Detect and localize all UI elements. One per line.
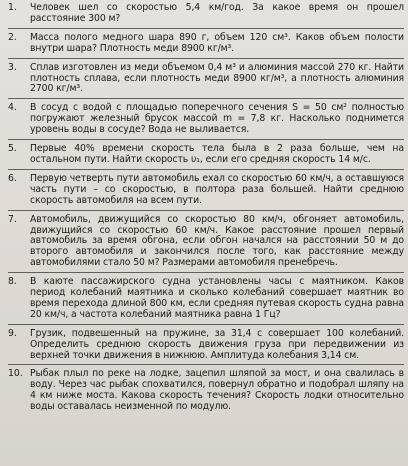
problem-text: Сплав изготовлен из меди объемом 0,4 м³ и алюминия массой 270 кг. Найти плотность сплава, если плотность меди 8900 кг/м³, а плотность алюминия 2700 кг/м³. xyxy=(30,61,404,95)
problem-number: 6. xyxy=(8,172,17,184)
problem-number: 5. xyxy=(8,143,17,155)
problem-4 xyxy=(8,103,404,136)
problem-number: 1. xyxy=(8,2,17,13)
problem-10 xyxy=(8,369,404,413)
problem-2 xyxy=(8,33,404,55)
divider xyxy=(8,272,404,273)
divider xyxy=(8,324,404,325)
problem-number: 8. xyxy=(8,276,17,288)
problem-number: 9. xyxy=(8,327,17,339)
problem-5 xyxy=(8,144,404,166)
problem-text: В каюте пассажирского судна установлены часы с маятником. Каков период колебаний маятника и сколько колебаний совершает маятник во время перехода длиной 800 км, если средняя путевая скорость судна равна 20 км/ч, а частота колебаний маятника равна 1 Гц? xyxy=(30,276,404,320)
divider xyxy=(8,169,404,170)
problem-text: Масса полого медного шара 890 г, объем 120 см³. Каков объем полости внутри шара? Плотность меди 8900 кг/м³. xyxy=(30,31,404,54)
divider xyxy=(8,139,404,140)
problem-number: 10. xyxy=(8,368,23,380)
problem-text: Автомобиль, движущийся со скоростью 80 км/ч, обгоняет автомобиль, движущийся со скоростью 60 км/ч. Какое расстояние прошел первый автомобиль за время обгона, если обгон начался на расстоянии 50 м до второго автомобиля и закончился после того, как расстояние между автомобилями стало 50 м? Размерами автомобиля пренебречь. xyxy=(30,213,404,269)
problem-7 xyxy=(8,215,404,270)
problem-list xyxy=(8,3,404,413)
problem-number: 4. xyxy=(8,102,17,114)
problem-text: Человек шел со скоростью 5,4 км/год. За какое время он прошел расстояние 300 м? xyxy=(30,2,404,24)
problem-number: 2. xyxy=(8,31,17,43)
problem-number: 7. xyxy=(8,213,17,225)
problem-text: Первую четверть пути автомобиль ехал со скоростью 60 км/ч, а оставшуюся часть пути – со скоростью, в полтора раза большей. Найти среднюю скорость автомобиля на всем пути. xyxy=(30,172,404,206)
divider xyxy=(8,364,404,365)
problem-1 xyxy=(8,3,404,25)
divider xyxy=(8,28,404,29)
problem-text: Первые 40% времени скорость тела была в 2 раза больше, чем на остальном пути. Найти скорость υ₁, если его средняя скорость 14 м/с. xyxy=(30,143,404,165)
divider xyxy=(8,98,404,99)
problem-9 xyxy=(8,329,404,362)
problem-8 xyxy=(8,277,404,321)
divider xyxy=(8,58,404,59)
divider xyxy=(8,210,404,211)
problem-text: Рыбак плыл по реке на лодке, зацепил шляпой за мост, и она свалилась в воду. Через час рыбак спохватился, повернул обратно и подобрал шляпу на 4 км ниже моста. Какова скорость течения? Скорость лодки относительно воды оставалась неизменной по модулю. xyxy=(30,368,404,413)
problem-number: 3. xyxy=(8,61,17,73)
problem-text: Грузик, подвешенный на пружине, за 31,4 с совершает 100 колебаний. Определить среднюю скорость движения груза при передвижении из верхней точки движения в нижнюю. Амплитуда колебания 3,14 см. xyxy=(30,327,404,361)
problem-6 xyxy=(8,174,404,207)
problem-text: В сосуд с водой с площадью поперечного сечения S = 50 см² полностью погружают железный брусок массой m = 7,8 кг. Насколько поднимется уровень воды в сосуде? Вода не выливается. xyxy=(30,102,404,136)
problem-3 xyxy=(8,63,404,96)
